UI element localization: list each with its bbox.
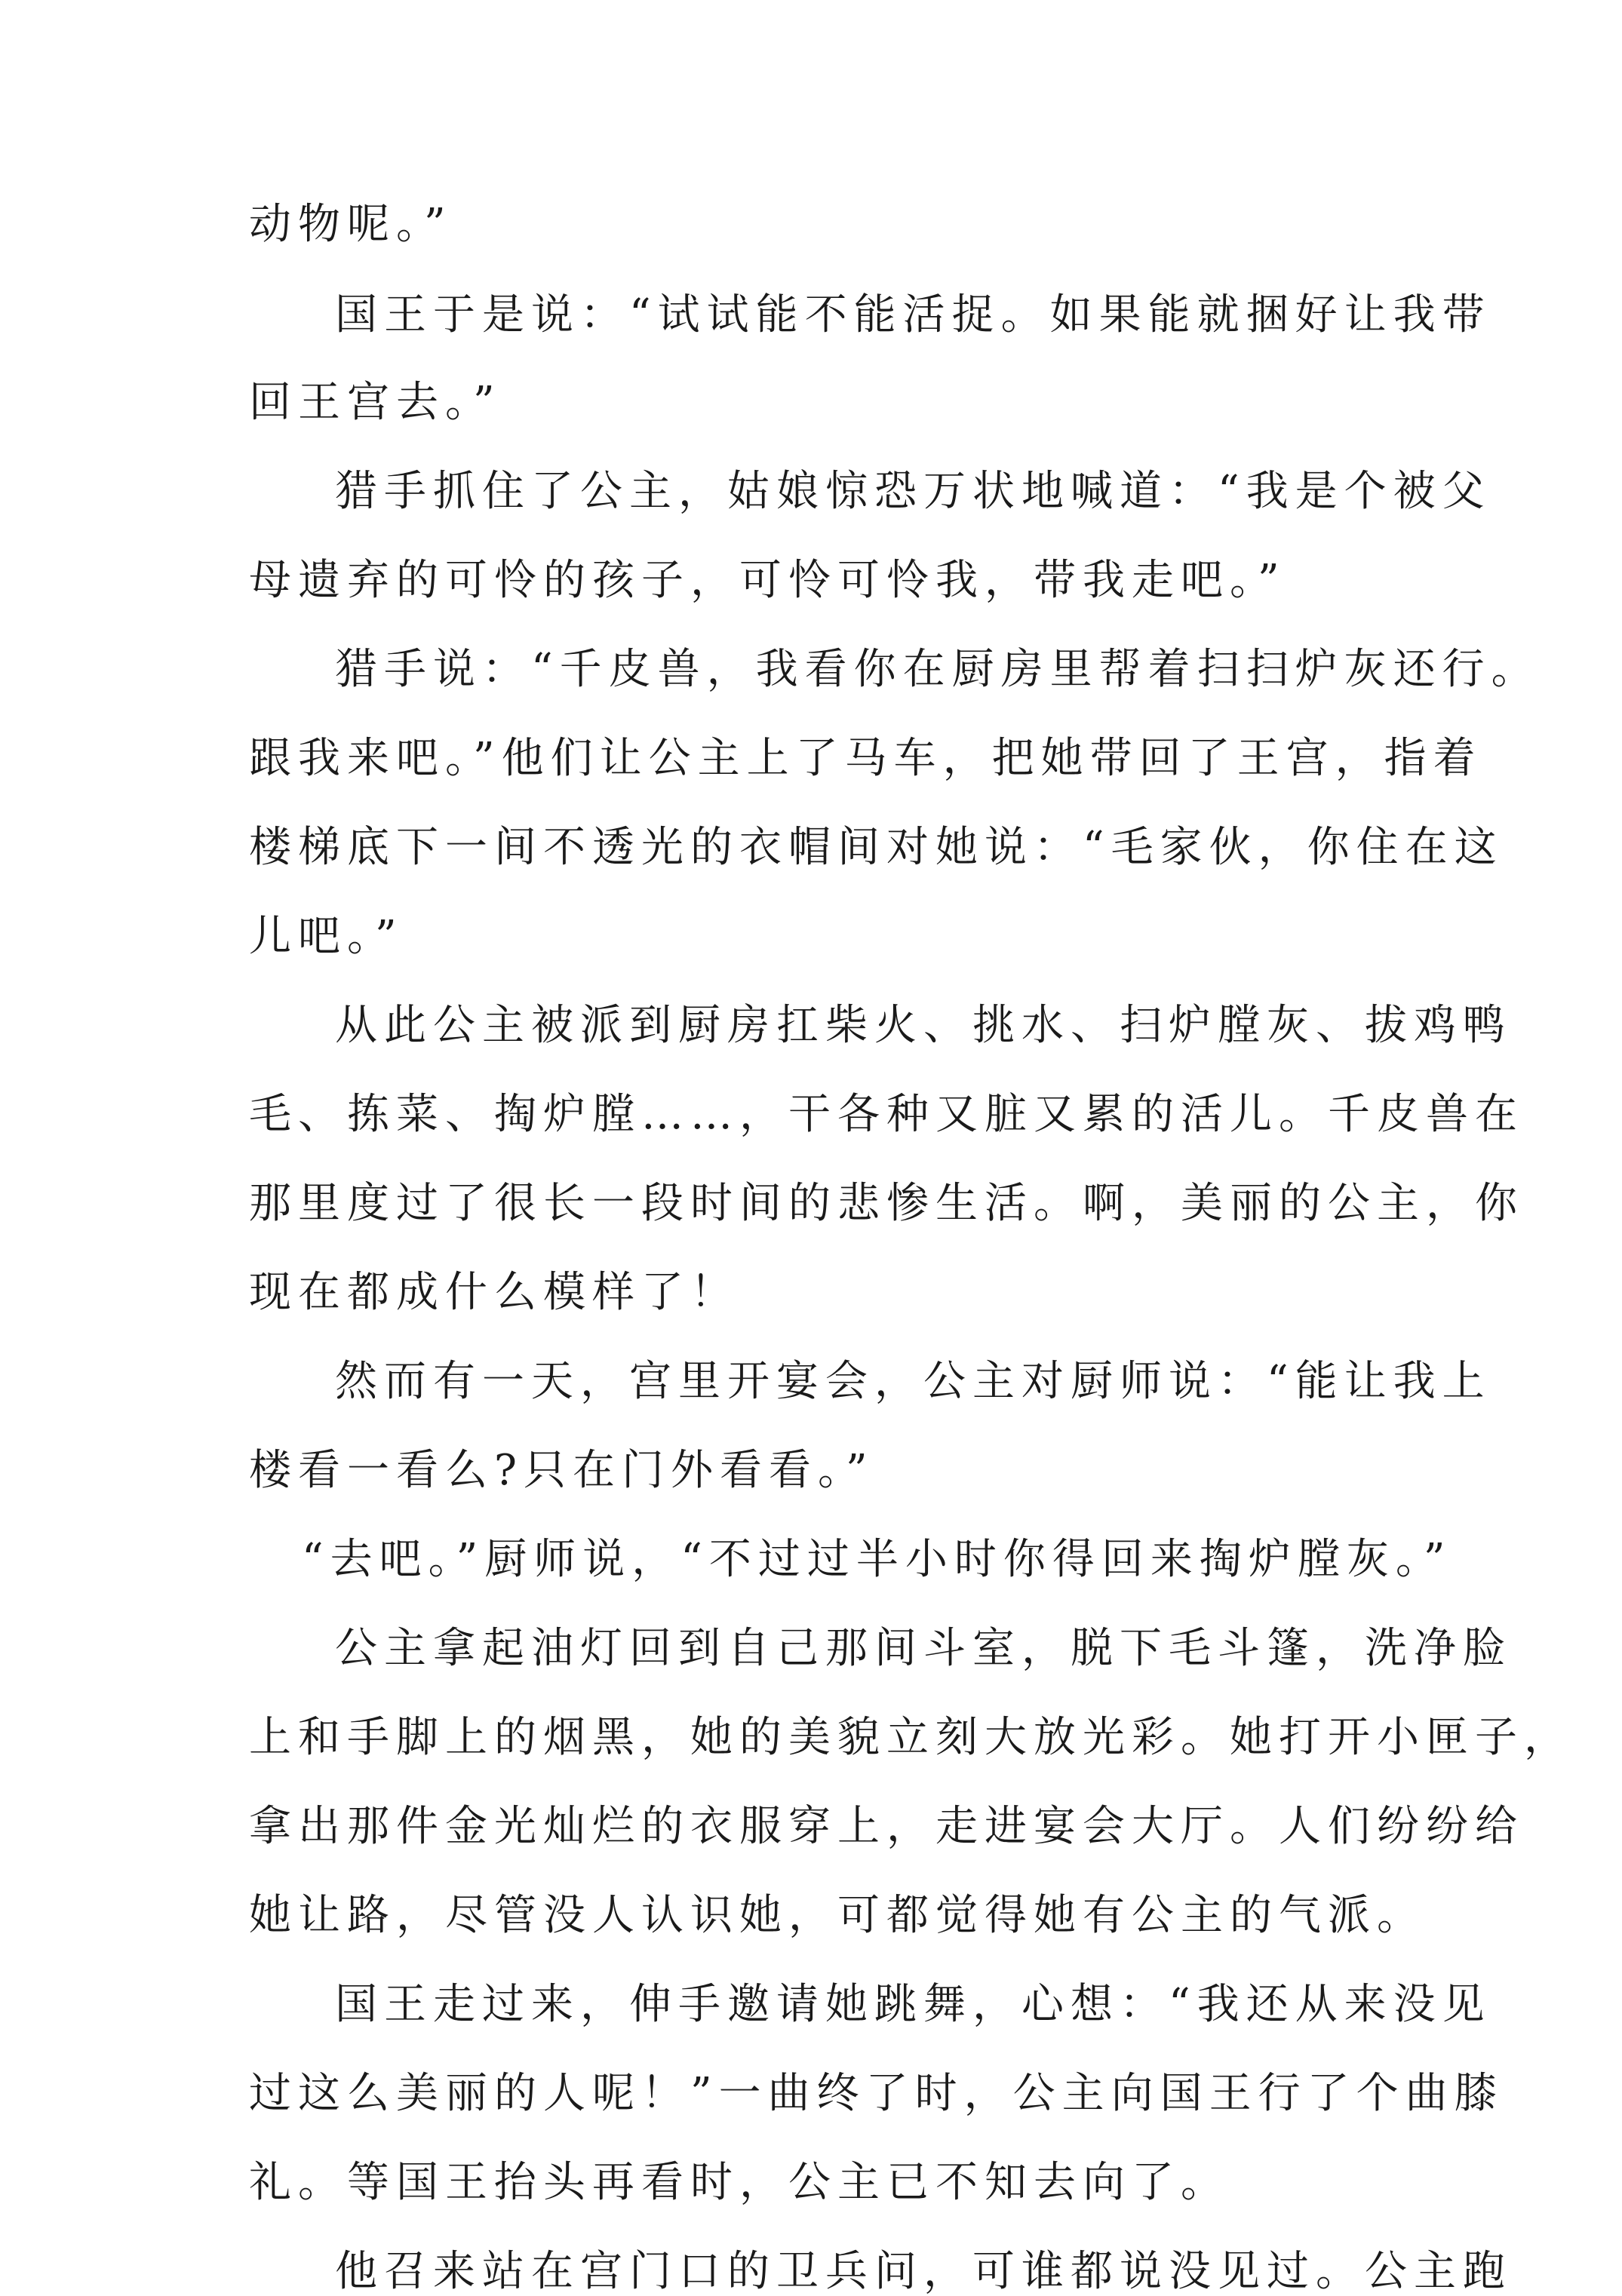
text-line-17: 公主拿起油灯回到自己那间斗室，脱下毛斗篷，洗净脸: [335, 1624, 1512, 1673]
text-line-23: 礼。等国王抬头再看时，公主已不知去向了。: [249, 2158, 1230, 2207]
text-line-3: 回王宫去。”: [249, 378, 502, 427]
text-line-18: 上和手脚上的烟黑，她的美貌立刻大放光彩。她打开小匣子，: [249, 1713, 1573, 1762]
text-line-21: 国王走过来，伸手邀请她跳舞，心想：“我还从来没见: [335, 1980, 1491, 2029]
text-line-4: 猎手抓住了公主，姑娘惊恐万状地喊道：“我是个被父: [335, 467, 1491, 516]
text-line-1: 动物呢。”: [249, 200, 453, 249]
text-line-5: 母遗弃的可怜的孩子，可怜可怜我，带我走吧。”: [249, 556, 1286, 605]
text-line-13: 现在都成什么模样了！: [249, 1268, 739, 1317]
text-line-24: 他召来站在宫门口的卫兵问，可谁都说没见过。公主跑: [335, 2247, 1512, 2296]
text-line-9: 儿吧。”: [249, 912, 404, 961]
text-line-22: 过这么美丽的人呢！”一曲终了时，公主向国王行了个曲膝: [249, 2069, 1504, 2118]
text-line-19: 拿出那件金光灿烂的衣服穿上，走进宴会大厅。人们纷纷给: [249, 1802, 1524, 1851]
text-line-7: 跟我来吧。”他们让公主上了马车，把她带回了王宫，指着: [249, 734, 1482, 783]
text-line-6: 猎手说：“千皮兽，我看你在厨房里帮着扫扫炉灰还行。: [335, 645, 1541, 694]
text-line-2: 国王于是说：“试试能不能活捉。如果能就捆好让我带: [335, 290, 1491, 339]
text-line-20: 她让路，尽管没人认识她，可都觉得她有公主的气派。: [249, 1891, 1426, 1940]
text-line-16: “去吧。”厨师说，“不过过半小时你得回来掏炉膛灰。”: [302, 1535, 1452, 1584]
text-line-15: 楼看一看么?只在门外看看。”: [249, 1446, 874, 1495]
text-line-10: 从此公主被派到厨房扛柴火、挑水、扫炉膛灰、拔鸡鸭: [335, 1001, 1512, 1050]
text-line-8: 楼梯底下一间不透光的衣帽间对她说：“毛家伙，你住在这: [249, 823, 1504, 872]
text-line-11: 毛、拣菜、掏炉膛……，干各种又脏又累的活儿。千皮兽在: [249, 1090, 1524, 1139]
text-line-14: 然而有一天，宫里开宴会，公主对厨师说：“能让我上: [335, 1357, 1491, 1406]
text-line-12: 那里度过了很长一段时间的悲惨生活。啊，美丽的公主，你: [249, 1179, 1524, 1228]
